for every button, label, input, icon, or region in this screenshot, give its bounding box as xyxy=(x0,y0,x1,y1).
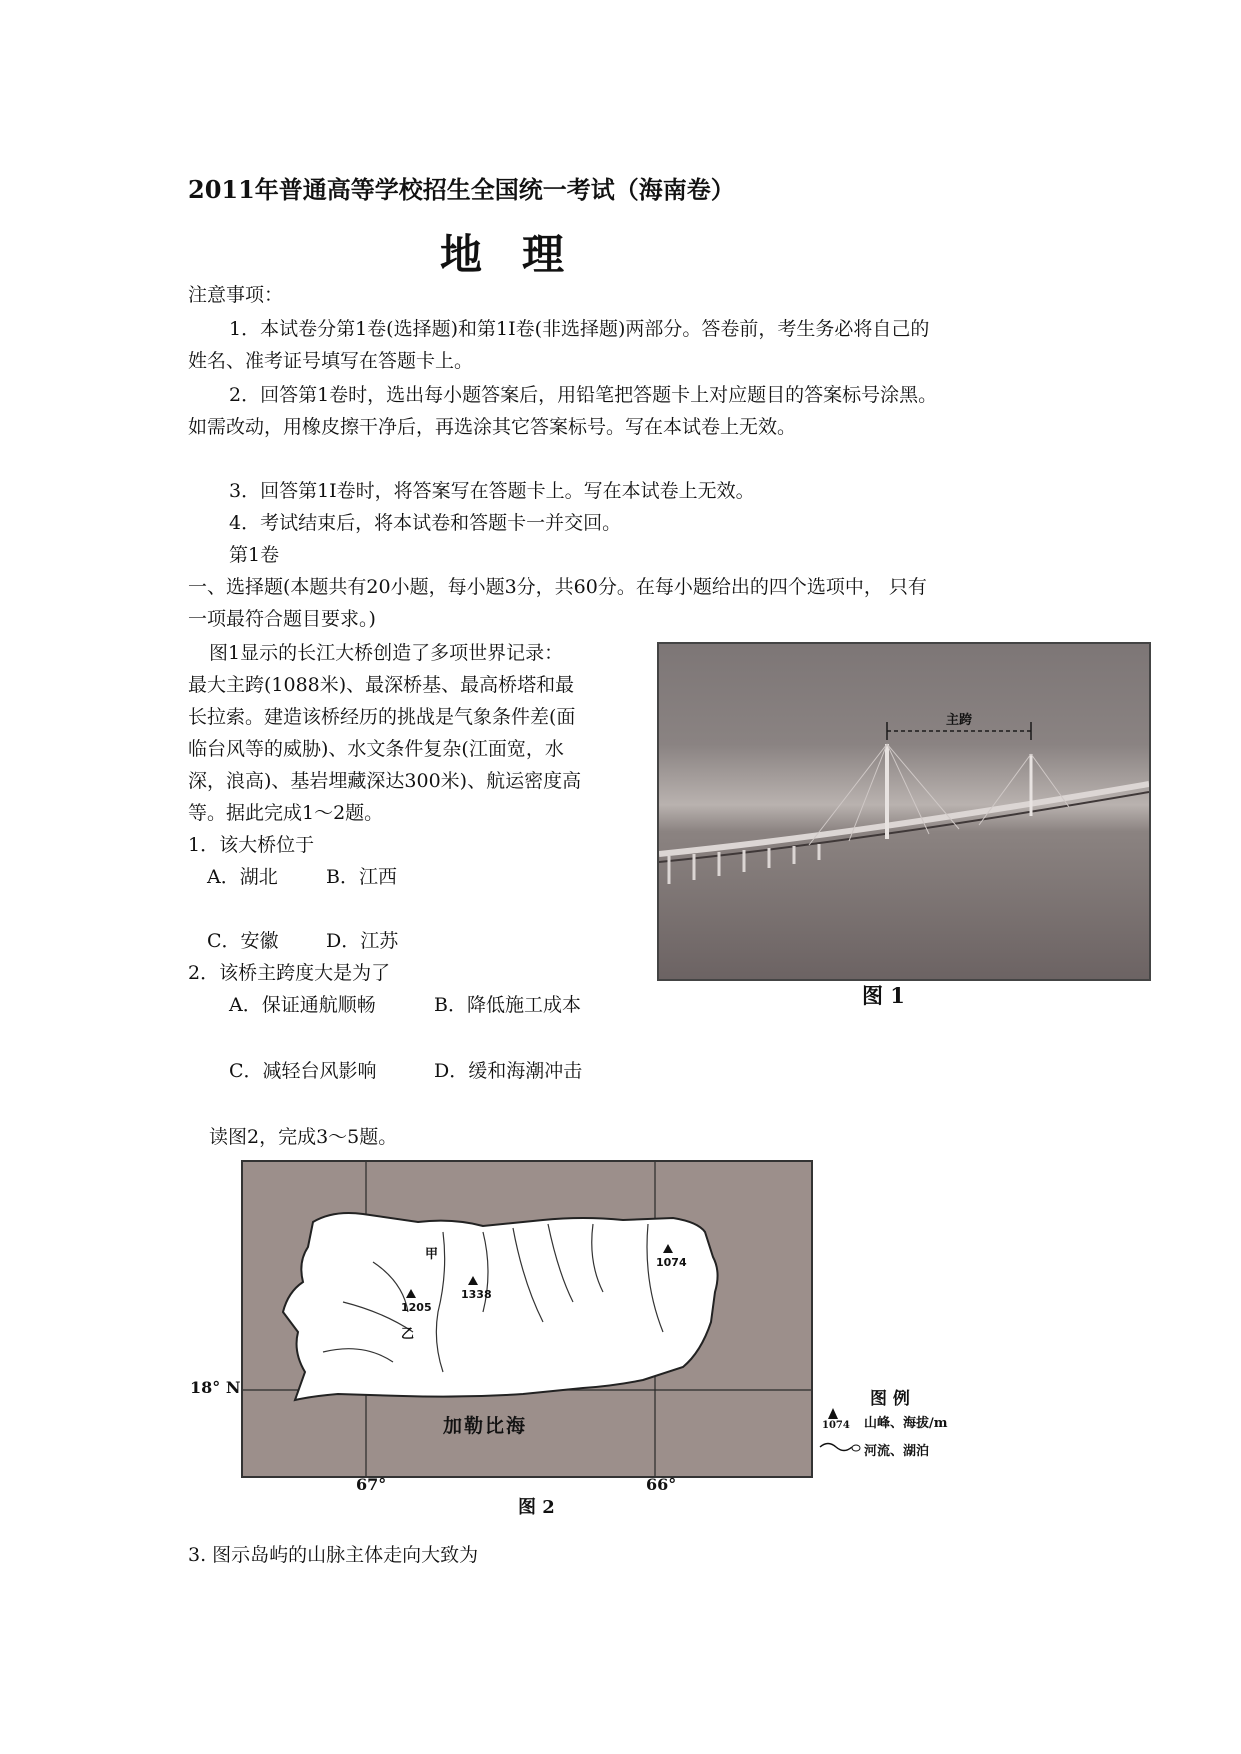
subject-title: 地理 xyxy=(440,230,605,279)
section-instructions-cont: 一项最符合题目要求。) xyxy=(188,608,376,630)
notice-item-4: 4．考试结束后，将本试卷和答题卡一并交回。 xyxy=(229,512,622,534)
q1-option-c: C．安徽 xyxy=(207,930,279,952)
legend-title: 图 例 xyxy=(870,1389,910,1409)
passage1-line: 深，浪高)、基岩埋藏深达300米)、航运密度高 xyxy=(188,770,582,792)
passage1-line: 临台风等的威胁)、水文条件复杂(江面宽，水 xyxy=(188,738,564,760)
q2-option-d: D．缓和海潮冲击 xyxy=(434,1060,583,1082)
longitude-left-label: 67° xyxy=(356,1475,387,1494)
question-3-stem: 3. 图示岛屿的山脉主体走向大致为 xyxy=(188,1544,479,1566)
question-1-stem: 1．该大桥位于 xyxy=(188,834,315,856)
bridge-illustration xyxy=(659,644,1149,979)
peak-1338-label: 1338 xyxy=(461,1288,492,1301)
label-yi: 乙 xyxy=(401,1327,415,1342)
island-map xyxy=(241,1160,813,1478)
read-figure-2: 读图2，完成3～5题。 xyxy=(209,1126,398,1148)
passage1-line: 等。据此完成1～2题。 xyxy=(188,802,384,824)
figure-1-caption: 图 1 xyxy=(862,983,905,1008)
q2-option-c: C．减轻台风影响 xyxy=(229,1060,377,1082)
label-jia: 甲 xyxy=(425,1247,439,1262)
volume-label: 第1卷 xyxy=(229,544,280,566)
legend-river-icon xyxy=(818,1438,862,1456)
legend-peak-icon xyxy=(826,1406,840,1420)
q1-option-d: D．江苏 xyxy=(326,930,399,952)
passage1-line: 长拉索。建造该桥经历的挑战是气象条件差(面 xyxy=(188,706,576,728)
notice-item-3: 3．回答第1I卷时，将答案写在答题卡上。写在本试卷上无效。 xyxy=(229,480,755,502)
question-2-stem: 2．该桥主跨度大是为了 xyxy=(188,962,391,984)
q1-option-b: B．江西 xyxy=(326,866,397,888)
passage1-line: 图1显示的长江大桥创造了多项世界记录： xyxy=(209,642,564,664)
peak-1205-label: 1205 xyxy=(401,1301,432,1314)
bridge-photo xyxy=(657,642,1151,981)
legend-peak-value: 1074 xyxy=(822,1420,850,1431)
legend-peak-text: 山峰、海拔/m xyxy=(864,1416,948,1431)
exam-title: 2011年普通高等学校招生全国统一考试（海南卷） xyxy=(188,175,735,204)
notice-heading: 注意事项： xyxy=(188,284,284,306)
notice-item-1: 1．本试卷分第1卷(选择题)和第1I卷(非选择题)两部分。答卷前，考生务必将自己的 xyxy=(229,318,930,340)
q2-option-a: A．保证通航顺畅 xyxy=(229,994,376,1016)
sea-label: 加勒比海 xyxy=(443,1415,528,1437)
section-instructions: 一、选择题(本题共有20小题，每小题3分，共60分。在每小题给出的四个选项中， 只有 xyxy=(188,576,927,598)
passage1-line: 最大主跨(1088米)、最深桥基、最高桥塔和最 xyxy=(188,674,575,696)
latitude-label: 18° N xyxy=(190,1378,241,1397)
peak-1074-label: 1074 xyxy=(656,1256,687,1269)
span-label: 主跨 xyxy=(945,713,973,728)
notice-item-2: 2．回答第1卷时，选出每小题答案后，用铅笔把答题卡上对应题目的答案标号涂黑。 xyxy=(229,384,938,406)
legend-river-text: 河流、湖泊 xyxy=(864,1444,930,1459)
longitude-right-label: 66° xyxy=(646,1475,677,1494)
q2-option-b: B．降低施工成本 xyxy=(434,994,581,1016)
notice-item-2-cont: 如需改动，用橡皮擦干净后，再选涂其它答案标号。写在本试卷上无效。 xyxy=(188,416,797,438)
notice-item-1-cont: 姓名、准考证号填写在答题卡上。 xyxy=(188,350,474,372)
figure-2-caption: 图 2 xyxy=(518,1497,555,1518)
q1-option-a: A．湖北 xyxy=(207,866,278,888)
island-map-svg xyxy=(243,1162,811,1476)
